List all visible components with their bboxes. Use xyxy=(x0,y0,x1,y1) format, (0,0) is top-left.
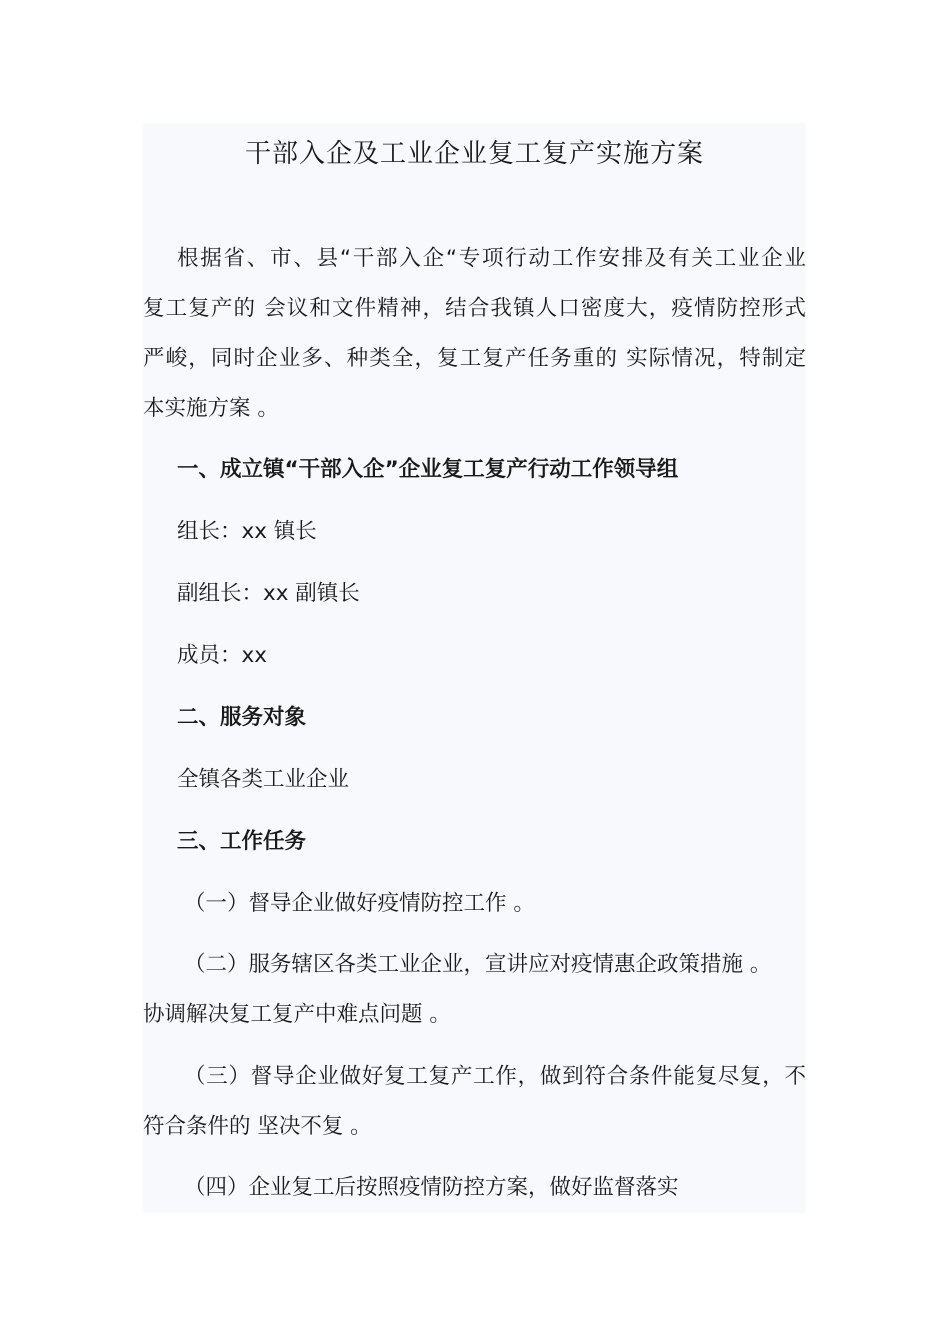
task-2-line-2: 协调解决复工复产中难点问题 。 xyxy=(143,1002,451,1027)
section-2-heading: 二、服务对象 xyxy=(177,705,307,730)
document-page xyxy=(143,123,806,1213)
section-1-heading: 一、成立镇“干部入企”企业复工复产行动工作领导组 xyxy=(177,457,679,482)
task-3-line-1: （三）督导企业做好复工复产工作，做到符合条件能复尽复，不 xyxy=(184,1064,806,1089)
deputy-leader-item: 副组长：xx 副镇长 xyxy=(177,581,360,606)
task-3-line-2: 符合条件的 坚决不复 。 xyxy=(143,1114,372,1139)
intro-line-2: 复工复产的 会议和文件精神，结合我镇人口密度大，疫情防控形式 xyxy=(143,296,806,321)
members-item: 成员：xx xyxy=(177,643,267,668)
leader-item: 组长：xx 镇长 xyxy=(177,519,317,544)
intro-line-4: 本实施方案 。 xyxy=(143,396,279,421)
service-target-text: 全镇各类工业企业 xyxy=(177,767,350,792)
task-4: （四）企业复工后按照疫情防控方案，做好监督落实 xyxy=(184,1175,679,1200)
task-2-line-1: （二）服务辖区各类工业企业，宣讲应对疫情惠企政策措施 。 xyxy=(184,952,772,977)
section-3-heading: 三、工作任务 xyxy=(177,829,307,854)
task-1: （一）督导企业做好疫情防控工作 。 xyxy=(184,891,535,916)
intro-line-3: 严峻，同时企业多、种类全，复工复产任务重的 实际情况，特制定 xyxy=(143,346,806,371)
intro-line-1: 根据省、市、县“干部入企“专项行动工作安排及有关工业企业 xyxy=(177,246,806,271)
document-title: 干部入企及工业企业复工复产实施方案 xyxy=(244,139,704,169)
